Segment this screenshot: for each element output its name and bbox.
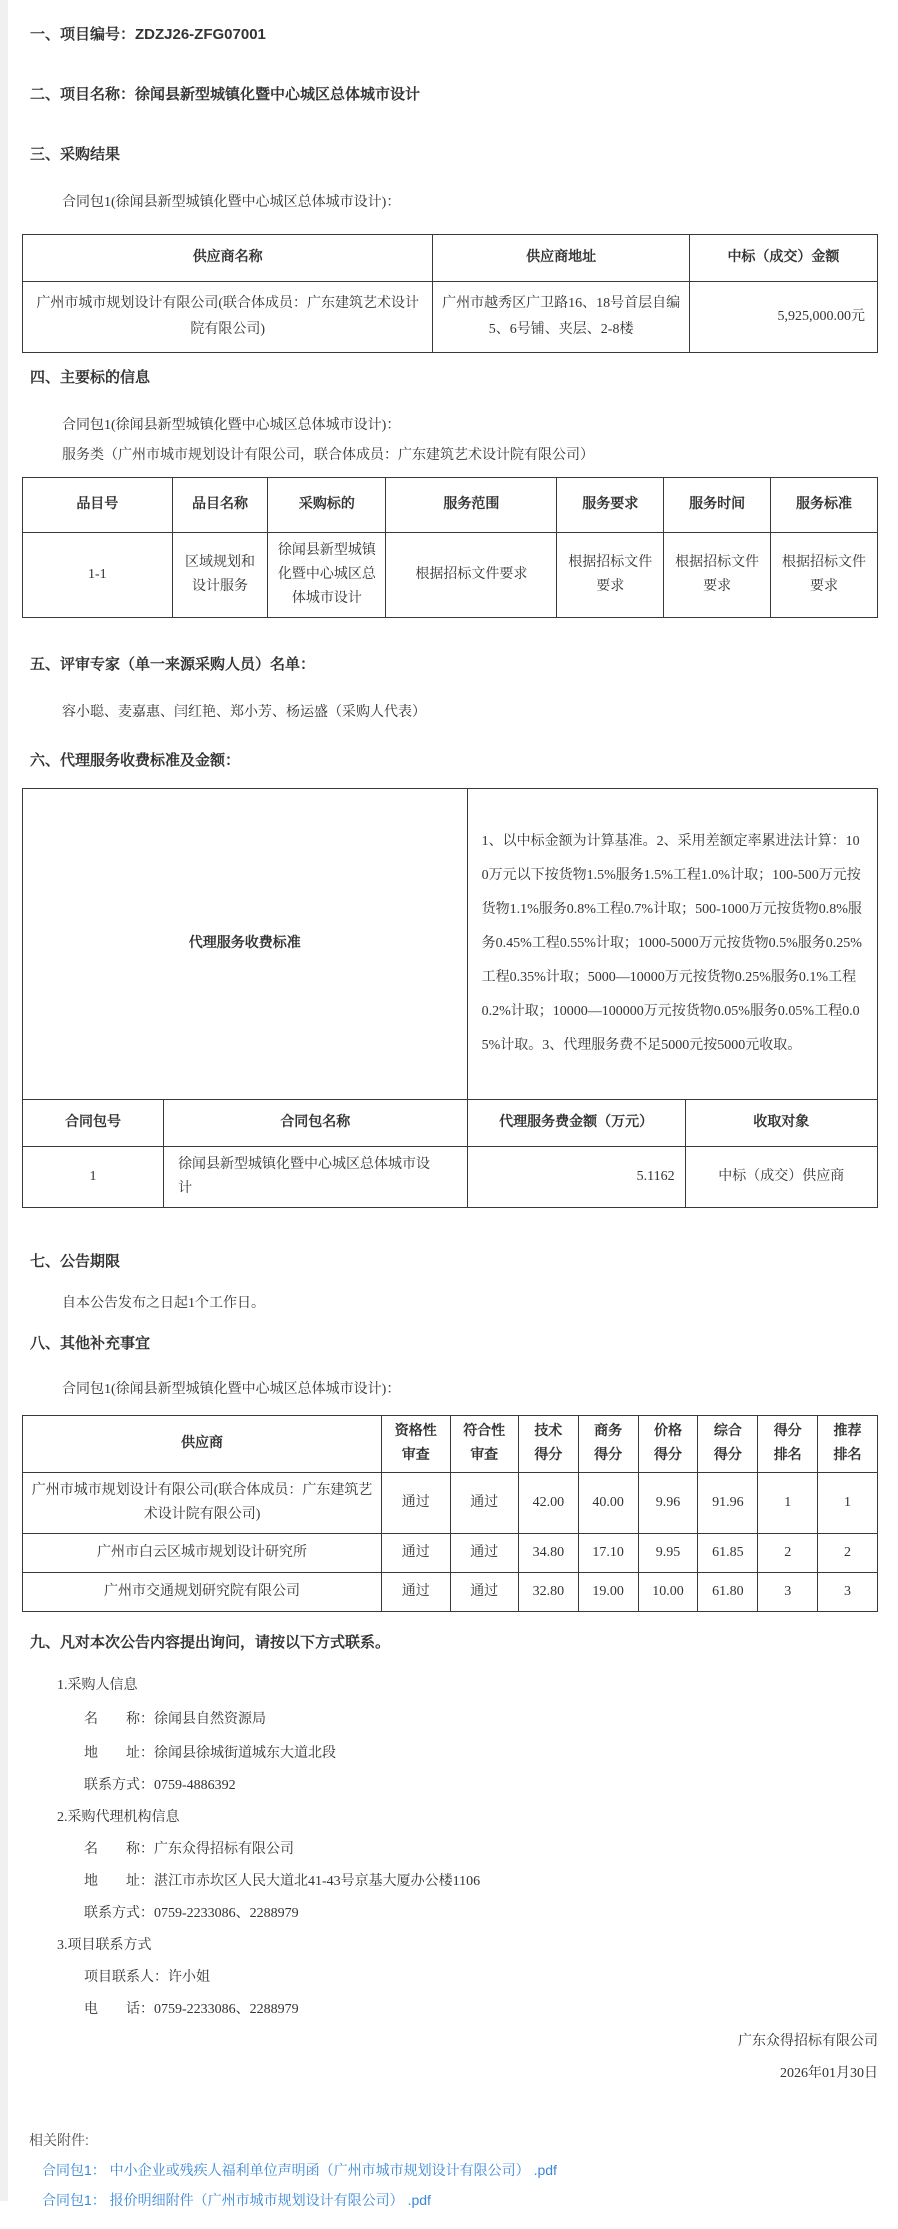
section-4-package-line: 合同包1(徐闻县新型城镇化暨中心城区总体城市设计)： [62, 418, 401, 433]
item-table-header-row [23, 478, 878, 533]
score-table-row [23, 1534, 878, 1573]
price-score-cell: 9.95 [638, 1534, 698, 1573]
fee-standard-text-cell: 1、以中标金额为计算基准。2、采用差额定率累进法计算：100万元以下按货物1.5%服务1.5%工程1.0%计取；100-500万元按货物1.1%服务0.8%工程0.7%计取；500-1000万元按货物0.8%服务0.45%工程0.55%计取；1000-5000万元按货物0.5%服务0.25%工程0.35%计取；5000—10000万元按货物0.25%服务0.1%工程0.2%计取；10000—100000万元按货物0.05%服务0.05%工程0.05%计取。3、代理服务费不足5000元按5000元收取。 [467, 789, 877, 1100]
score-table [22, 1415, 878, 1612]
total-score-cell: 61.80 [698, 1573, 758, 1612]
agency-address: 地 址：湛江市赤坎区人民大道北41-43号京基大厦办公楼1106 [84, 1874, 481, 1889]
agency-fee-table [22, 788, 878, 1208]
result-table-header-row [23, 235, 878, 282]
section-8-supplementary-heading: 八、其他补充事宜 [30, 1335, 151, 1352]
purchaser-address: 地 址：徐闻县徐城街道城东大道北段 [84, 1746, 336, 1761]
price-score-cell: 10.00 [638, 1573, 698, 1612]
package-no-cell: 1 [23, 1147, 164, 1208]
score-table-row [23, 1573, 878, 1612]
technical-score-cell: 42.00 [518, 1473, 578, 1534]
business-score-cell: 19.00 [578, 1573, 638, 1612]
qualification-cell: 通过 [382, 1534, 450, 1573]
procurement-subject-header: 采购标的 [268, 478, 386, 533]
section-3-package-line: 合同包1(徐闻县新型城镇化暨中心城区总体城市设计)： [62, 195, 401, 210]
total-score-header: 综合得分 [698, 1416, 758, 1473]
recommend-rank-header: 推荐排名 [818, 1416, 878, 1473]
page-left-gutter [0, 0, 8, 2201]
award-amount-header: 中标（成交）金额 [689, 235, 877, 282]
section-3-procurement-result-heading: 三、采购结果 [30, 146, 121, 163]
item-table-row [23, 533, 878, 618]
section-1-project-number-heading: 一、项目编号：ZDZJ26-ZFG07001 [30, 26, 266, 43]
conformity-cell: 通过 [450, 1473, 518, 1534]
recommend-rank-cell: 1 [818, 1473, 878, 1534]
conformity-cell: 通过 [450, 1534, 518, 1573]
fee-table-header-row [23, 1100, 878, 1147]
service-time-header: 服务时间 [664, 478, 771, 533]
business-score-header: 商务得分 [578, 1416, 638, 1473]
supplier-address-header: 供应商地址 [433, 235, 690, 282]
attachment-item [22, 2191, 878, 2209]
attachment-item [22, 2161, 878, 2179]
qualification-review-header: 资格性审查 [382, 1416, 450, 1473]
fee-standard-row [23, 789, 878, 1100]
project-contact-phone: 电 话：0759-2233086、2288979 [84, 2002, 299, 2017]
item-name-header: 品目名称 [172, 478, 268, 533]
total-score-cell: 91.96 [698, 1473, 758, 1534]
project-contact-title: 3.项目联系方式 [57, 1938, 152, 1953]
agency-info-title: 2.采购代理机构信息 [57, 1810, 180, 1825]
signature-company: 广东众得招标有限公司 [738, 2034, 878, 2049]
procurement-subject-cell: 徐闻县新型城镇化暨中心城区总体城市设计 [268, 533, 386, 618]
item-no-cell: 1-1 [23, 533, 173, 618]
project-contact-person: 项目联系人：许小姐 [84, 1970, 210, 1985]
conformity-cell: 通过 [450, 1573, 518, 1612]
qualification-cell: 通过 [382, 1473, 450, 1534]
technical-score-header: 技术得分 [518, 1416, 578, 1473]
fee-table-row [23, 1147, 878, 1208]
recommend-rank-cell: 2 [818, 1534, 878, 1573]
score-table-row [23, 1473, 878, 1534]
fee-amount-header: 代理服务费金额（万元） [467, 1100, 685, 1147]
item-table [22, 477, 878, 618]
project-contact-block [57, 1937, 878, 2019]
result-table [22, 234, 878, 353]
score-rank-cell: 3 [758, 1573, 818, 1612]
package-name-header: 合同包名称 [164, 1100, 468, 1147]
qualification-cell: 通过 [382, 1573, 450, 1612]
agency-name: 名 称：广东众得招标有限公司 [84, 1842, 294, 1857]
package-name-cell: 徐闻县新型城镇化暨中心城区总体城市设计 [164, 1147, 468, 1208]
section-2-project-name-heading: 二、项目名称：徐闻县新型城镇化暨中心城区总体城市设计 [30, 86, 421, 103]
agency-contact: 联系方式：0759-2233086、2288979 [84, 1906, 299, 1921]
service-standard-cell: 根据招标文件要求 [771, 533, 878, 618]
supplier-cell: 广州市白云区城市规划设计研究所 [23, 1534, 382, 1573]
notice-period-text: 自本公告发布之日起1个工作日。 [62, 1296, 265, 1311]
section-4-main-subject-heading: 四、主要标的信息 [30, 369, 151, 386]
service-requirement-header: 服务要求 [557, 478, 664, 533]
score-rank-header: 得分排名 [758, 1416, 818, 1473]
fee-amount-cell: 5.1162 [467, 1147, 685, 1208]
supplier-name-cell: 广州市城市规划设计有限公司(联合体成员：广东建筑艺术设计院有限公司) [23, 282, 433, 353]
technical-score-cell: 34.80 [518, 1534, 578, 1573]
recommend-rank-cell: 3 [818, 1573, 878, 1612]
section-7-notice-period-heading: 七、公告期限 [30, 1253, 121, 1270]
section-6-agency-fee-heading: 六、代理服务收费标准及金额： [30, 752, 241, 769]
technical-score-cell: 32.80 [518, 1573, 578, 1612]
price-score-header: 价格得分 [638, 1416, 698, 1473]
service-scope-header: 服务范围 [386, 478, 557, 533]
purchaser-name: 名 称：徐闻县自然资源局 [84, 1712, 266, 1727]
supplier-name-header: 供应商名称 [23, 235, 433, 282]
score-rank-cell: 1 [758, 1473, 818, 1534]
attachment-link-quotation-pdf[interactable]: 合同包1： 报价明细附件（广州市城市规划设计有限公司） .pdf [42, 2192, 431, 2208]
total-score-cell: 61.85 [698, 1534, 758, 1573]
purchaser-contact: 联系方式：0759-4886392 [84, 1778, 236, 1793]
price-score-cell: 9.96 [638, 1473, 698, 1534]
score-table-header-row [23, 1416, 878, 1473]
section-9-contact-heading: 九、凡对本次公告内容提出询问，请按以下方式联系。 [30, 1634, 391, 1651]
item-no-header: 品目号 [23, 478, 173, 533]
service-scope-cell: 根据招标文件要求 [386, 533, 557, 618]
agency-info-block [57, 1809, 878, 1923]
service-time-cell: 根据招标文件要求 [664, 533, 771, 618]
business-score-cell: 40.00 [578, 1473, 638, 1534]
supplier-cell: 广州市交通规划研究院有限公司 [23, 1573, 382, 1612]
expert-names: 容小聪、麦嘉惠、闫红艳、郑小芳、杨运盛（采购人代表） [62, 705, 426, 720]
item-name-cell: 区域规划和设计服务 [172, 533, 268, 618]
purchaser-info-title: 1.采购人信息 [57, 1678, 138, 1693]
attachments-label: 相关附件: [29, 2132, 89, 2148]
fee-payer-cell: 中标（成交）供应商 [685, 1147, 877, 1208]
supplier-header: 供应商 [23, 1416, 382, 1473]
attachments-block [22, 2131, 878, 2209]
signature-date: 2026年01月30日 [780, 2066, 878, 2081]
conformity-review-header: 符合性审查 [450, 1416, 518, 1473]
business-score-cell: 17.10 [578, 1534, 638, 1573]
fee-standard-label-cell: 代理服务收费标准 [23, 789, 468, 1100]
fee-payer-header: 收取对象 [685, 1100, 877, 1147]
section-8-package-line: 合同包1(徐闻县新型城镇化暨中心城区总体城市设计)： [62, 1382, 401, 1397]
section-4-service-line: 服务类（广州市城市规划设计有限公司，联合体成员：广东建筑艺术设计院有限公司） [62, 448, 594, 463]
service-standard-header: 服务标准 [771, 478, 878, 533]
attachment-link-declaration-pdf[interactable]: 合同包1： 中小企业或残疾人福利单位声明函（广州市城市规划设计有限公司） .pdf [42, 2162, 557, 2178]
score-rank-cell: 2 [758, 1534, 818, 1573]
supplier-address-cell: 广州市越秀区广卫路16、18号首层自编5、6号铺、夹层、2-8楼 [433, 282, 690, 353]
service-requirement-cell: 根据招标文件要求 [557, 533, 664, 618]
award-amount-cell: 5,925,000.00元 [689, 282, 877, 353]
purchaser-info-block [57, 1677, 878, 1795]
package-no-header: 合同包号 [23, 1100, 164, 1147]
supplier-cell: 广州市城市规划设计有限公司(联合体成员：广东建筑艺术设计院有限公司) [23, 1473, 382, 1534]
result-table-row [23, 282, 878, 353]
section-5-experts-heading: 五、评审专家（单一来源采购人员）名单： [30, 656, 316, 673]
